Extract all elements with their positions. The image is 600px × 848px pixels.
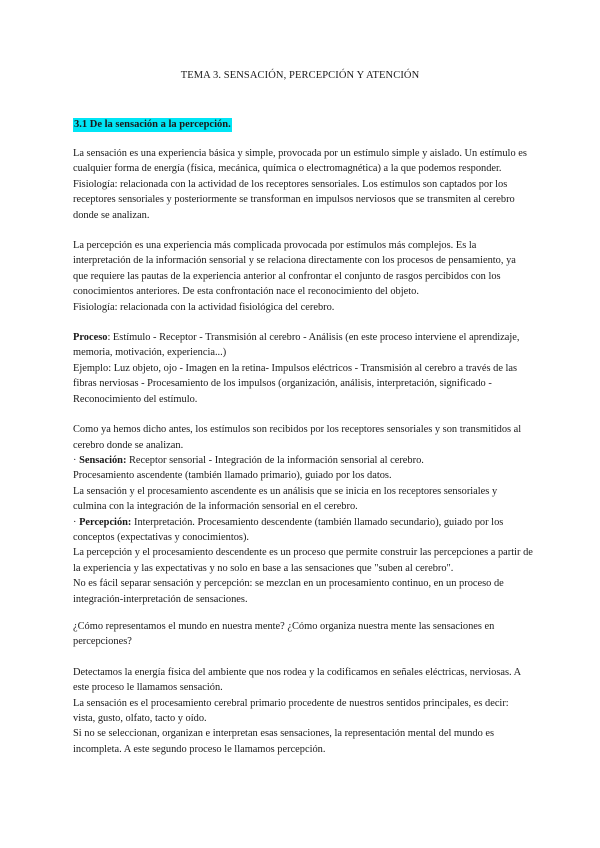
paragraph-separar: No es fácil separar sensación y percepción: se mezclan en un procesamiento continuo, en un proceso de integración-interpretación de sensaciones. [73, 578, 504, 605]
proceso-text: : Estímulo - Receptor - Transmisión al cerebro - Análisis (en este proceso interviene el aprendizaje, memoria, motivación, experiencia...) [73, 332, 520, 359]
paragraph-detectamos: Detectamos la energía física del ambiente que nos rodea y la codificamos en señales eléctricas, nerviosas. A este proceso le llamamos sensación. [73, 666, 521, 694]
paragraph-percepcion-item [73, 515, 533, 546]
paragraph-descendente: La percepción y el procesamiento descendente es un proceso que permite construir las percepciones a partir de la experiencia y las expectativas y no solo en base a las sensaciones que "suben al cerebro". [73, 547, 533, 574]
percepcion-text: Interpretación. Procesamiento descendente (también llamado secundario), guiado por los conceptos (expectativas y conocimientos). [73, 516, 504, 543]
paragraph-question: ¿Cómo representamos el mundo en nuestra mente? ¿Cómo organiza nuestra mente las sensaciones en percepciones? [73, 620, 495, 648]
paragraph-ascendente: Procesamiento ascendente (también llamado primario), guiado por los datos. [73, 470, 392, 482]
percepcion-label: Percepción: [79, 516, 132, 528]
paragraph-fisiologia-sensacion: Fisiología: relacionada con la actividad de los receptores sensoriales. Los estímulos son captados por los receptores sensoriales y posteriormente se transforman en impulsos nerviosos que se transmiten al cerebro donde se analizan. [73, 178, 515, 221]
sensacion-label: Sensación: [79, 454, 127, 466]
paragraph-estimulos: Como ya hemos dicho antes, los estímulos son recibidos por los receptores sensoriales y son transmitidos al cerebro donde se analizan. [73, 424, 522, 451]
section-heading: 3.1 De la sensación a la percepción. [74, 119, 231, 130]
bullet: · [73, 516, 80, 528]
paragraph-sensacion-analisis: La sensación y el procesamiento ascendente es un análisis que se inicia en los receptores sensoriales y culmina con la integración de la información sensorial en el cerebro. [73, 485, 498, 513]
proceso-label: Proceso [73, 332, 108, 344]
paragraph-sensacion-item [73, 453, 533, 468]
paragraph-percepcion-final: Si no se seleccionan, organizan e interpretan esas sensaciones, la representación mental del mundo es incompleta. A este segundo proceso le llamamos percepción. [73, 728, 495, 755]
page-title: TEMA 3. SENSACIÓN, PERCEPCIÓN Y ATENCIÓN [180, 70, 420, 81]
paragraph-percepcion-def: La percepción es una experiencia más complicada provocada por estímulos más complejos. Es la interpretación de la información sensorial y se relaciona directamente con los procesos de pensamiento, ya que requiere las pautas de la experiencia anterior al confrontar el conjunto de rasgos percibidos con los conocimientos anteriores. De esta confrontación nace el reconocimiento del objeto. [73, 240, 516, 298]
bullet: · [73, 454, 80, 466]
paragraph-fisiologia-percepcion: Fisiología: relacionada con la actividad fisiológica del cerebro. [73, 301, 335, 313]
paragraph-proceso [73, 330, 533, 361]
paragraph-ejemplo: Ejemplo: Luz objeto, ojo - Imagen en la retina- Impulsos eléctricos - Transmisión al cerebro a través de las fibras nerviosas - Procesamiento de los impulsos (organización, análisis, interpretación, significado - Reconocimiento del estímulo. [73, 362, 518, 405]
paragraph-sensacion-def: La sensación es una experiencia básica y simple, provocada por un estímulo simple y aislado. Un estímulo es cualquier forma de energía (física, mecánica, química o electromagnética) a la que podemos responder. [73, 148, 527, 175]
sensacion-text: Receptor sensorial - Integración de la información sensorial al cerebro. [126, 454, 424, 466]
document-body [73, 146, 533, 757]
paragraph-procesamiento-primario: La sensación es el procesamiento cerebral primario procedente de nuestros sentidos principales, es decir: vista, gusto, olfato, tacto y oído. [73, 697, 509, 724]
